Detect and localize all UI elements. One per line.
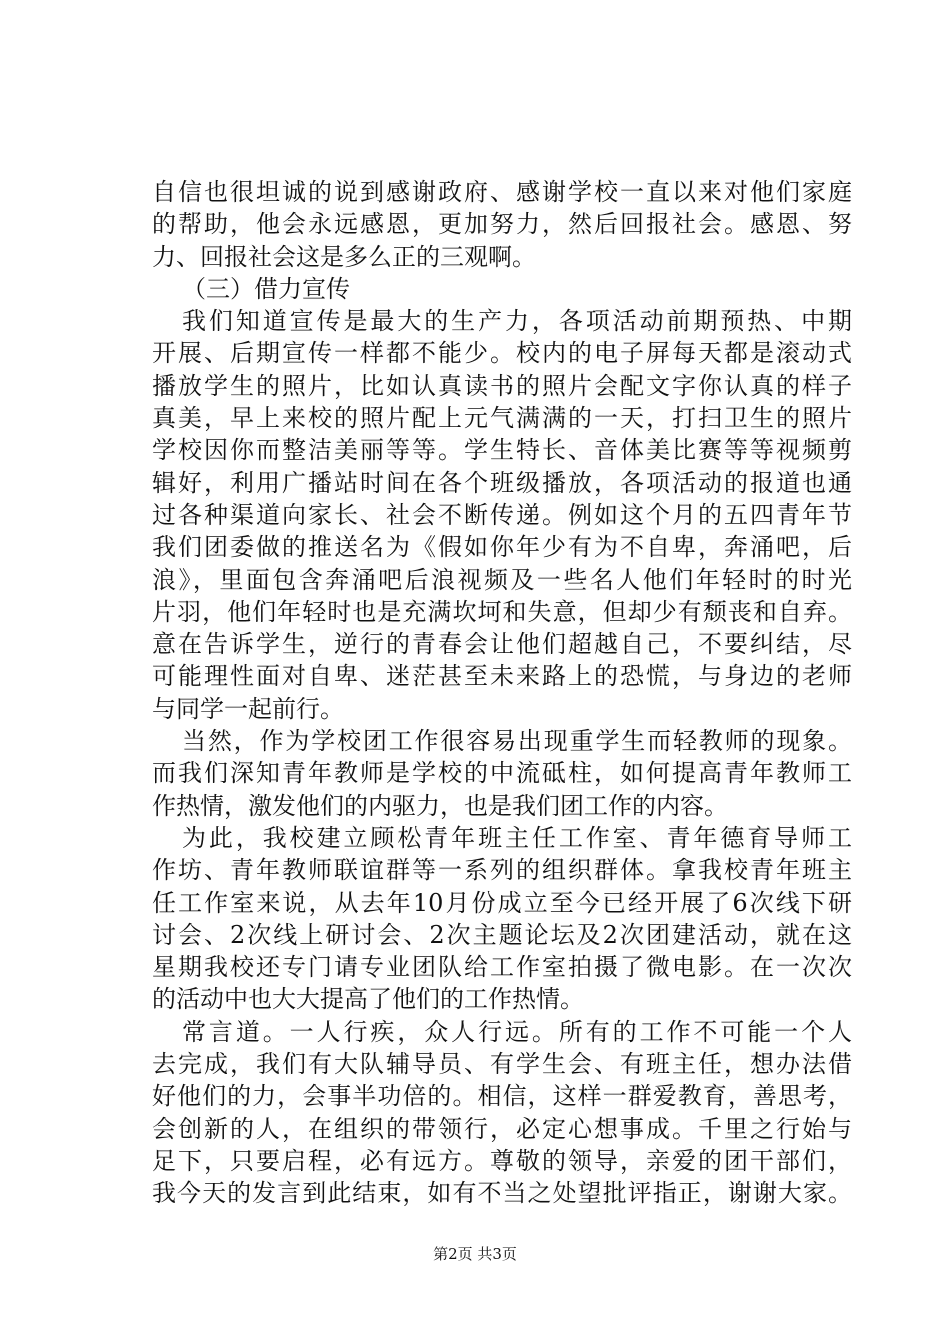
text-line: 我今天的发言到此结束，如有不当之处望批评指正，谢谢大家。 (152, 1179, 852, 1208)
text-line: 浪》，里面包含奔涌吧后浪视频及一些名人他们年轻时的时光 (152, 565, 852, 594)
text-line: 作坊、青年教师联谊群等一系列的组织群体。拿我校青年班主 (152, 856, 852, 885)
text-line: 讨会、2次线上研讨会、2次主题论坛及2次团建活动，就在这 (152, 920, 852, 949)
section-heading: （三）借力宣传 (182, 274, 350, 303)
text-line: 好他们的力，会事半功倍的。相信，这样一群爱教育，善思考， (152, 1082, 852, 1111)
text-line: 作热情，激发他们的内驱力，也是我们团工作的内容。 (152, 791, 728, 820)
text-line: 常言道。一人行疾，众人行远。所有的工作不可能一个人 (182, 1017, 852, 1046)
text-line: 我们团委做的推送名为《假如你年少有为不自卑，奔涌吧，后 (152, 533, 852, 562)
text-line: 意在告诉学生，逆行的青春会让他们超越自己，不要纠结，尽 (152, 630, 852, 659)
text-line: 与同学一起前行。 (152, 694, 344, 723)
text-line: 开展、后期宣传一样都不能少。校内的电子屏每天都是滚动式 (152, 339, 852, 368)
page-number-footer: 第2页 共3页 (433, 1245, 517, 1263)
text-line: 的帮助，他会永远感恩，更加努力，然后回报社会。感恩、努 (152, 210, 852, 239)
text-line: 可能理性面对自卑、迷茫甚至未来路上的恐慌，与身边的老师 (152, 662, 852, 691)
text-line: 过各种渠道向家长、社会不断传递。例如这个月的五四青年节 (152, 500, 852, 529)
text-line: 真美，早上来校的照片配上元气满满的一天，打扫卫生的照片 (152, 404, 852, 433)
text-line: 学校因你而整洁美丽等等。学生特长、音体美比赛等等视频剪 (152, 436, 852, 465)
text-line: 我们知道宣传是最大的生产力，各项活动前期预热、中期 (182, 307, 852, 336)
document-body (152, 176, 852, 1210)
text-line: 播放学生的照片，比如认真读书的照片会配文字你认真的样子 (152, 371, 852, 400)
text-line: 自信也很坦诚的说到感谢政府、感谢学校一直以来对他们家庭 (152, 178, 852, 206)
text-line: 片羽，他们年轻时也是充满坎坷和失意，但却少有颓丧和自弃。 (152, 597, 852, 626)
text-line: 的活动中也大大提高了他们的工作热情。 (152, 985, 584, 1014)
text-line: 力、回报社会这是多么正的三观啊。 (152, 242, 536, 271)
text-line: 星期我校还专门请专业团队给工作室拍摄了微电影。在一次次 (152, 953, 852, 982)
text-line: 去完成，我们有大队辅导员、有学生会、有班主任，想办法借 (152, 1050, 852, 1079)
text-line: 为此，我校建立顾松青年班主任工作室、青年德育导师工 (182, 823, 852, 852)
text-line: 任工作室来说，从去年10月份成立至今已经开展了6次线下研 (152, 888, 852, 917)
text-line: 会创新的人，在组织的带领行，必定心想事成。千里之行始与 (152, 1114, 852, 1143)
text-line: 辑好，利用广播站时间在各个班级播放，各项活动的报道也通 (152, 468, 852, 497)
text-line: 当然，作为学校团工作很容易出现重学生而轻教师的现象。 (182, 727, 852, 756)
text-line: 而我们深知青年教师是学校的中流砥柱，如何提高青年教师工 (152, 759, 852, 788)
text-line: 足下，只要启程，必有远方。尊敬的领导，亲爱的团干部们， (152, 1146, 852, 1175)
